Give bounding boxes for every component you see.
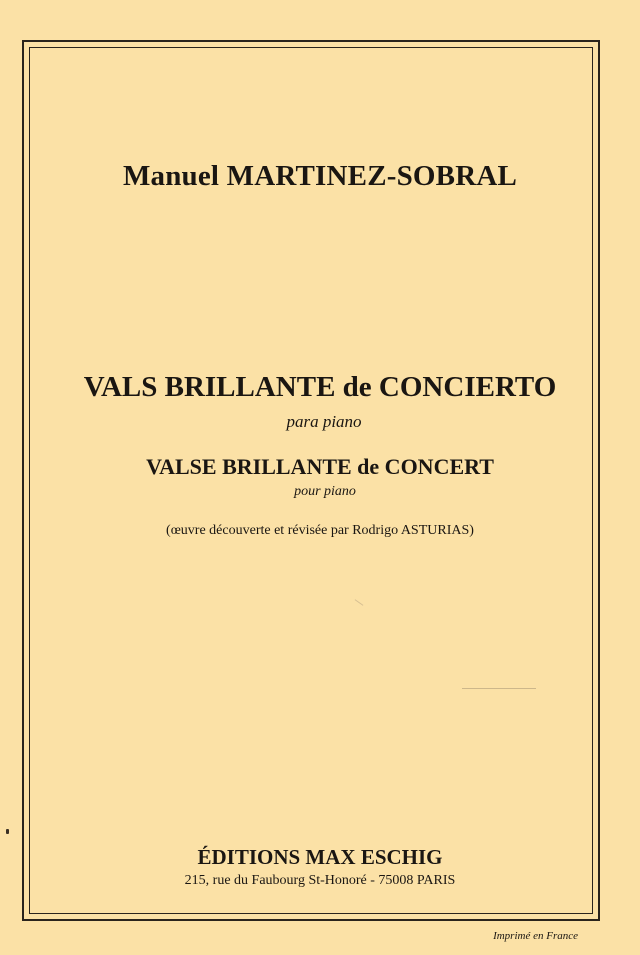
- paper-speck: [6, 829, 9, 834]
- subtitle-french: pour piano: [294, 484, 356, 499]
- title-spanish: VALS BRILLANTE de CONCIERTO: [83, 371, 557, 403]
- printed-in-notice: Imprimé en France: [493, 930, 578, 942]
- paper-crease: [462, 688, 536, 689]
- title-french: VALSE BRILLANTE de CONCERT: [146, 454, 494, 479]
- composer-name: Manuel MARTINEZ-SOBRAL: [122, 160, 518, 192]
- subtitle-spanish: para piano: [286, 412, 362, 431]
- publisher-address: 215, rue du Faubourg St-Honoré - 75008 PARIS: [184, 873, 456, 888]
- publisher-name: ÉDITIONS MAX ESCHIG: [197, 845, 443, 869]
- revision-note: (œuvre découverte et révisée par Rodrigo ASTURIAS): [166, 523, 474, 538]
